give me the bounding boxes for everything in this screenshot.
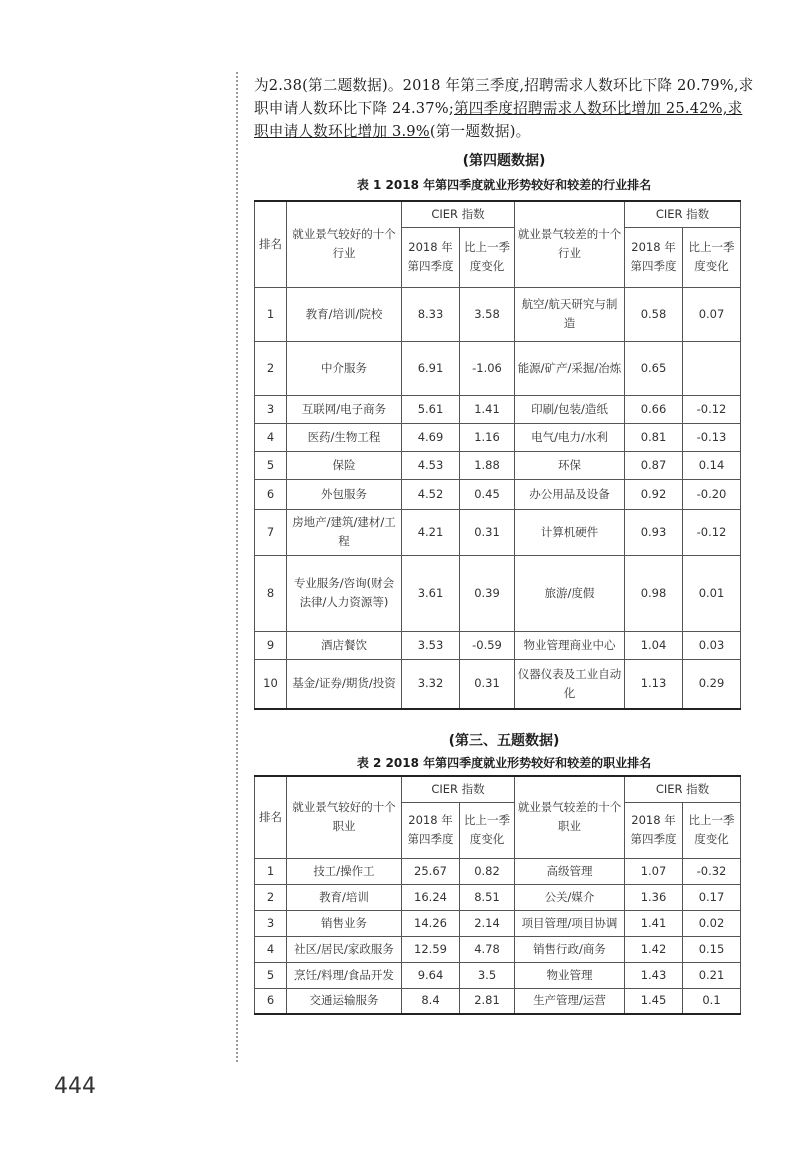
change-header: 比上一季度变化	[683, 227, 741, 287]
bad-name-cell: 办公用品及设备	[515, 479, 625, 509]
margin-dotted-rule	[236, 72, 238, 1062]
good-q4-value: 3.61	[402, 555, 460, 631]
table-row	[255, 423, 741, 451]
bad-q4-value: 0.98	[625, 555, 683, 631]
good-name-cell: 保险	[287, 451, 402, 479]
bad-change-value: 0.01	[683, 555, 741, 631]
good-industries-header: 就业景气较好的十个行业	[287, 201, 402, 287]
bad-q4-value: 0.58	[625, 287, 683, 341]
bad-change-value: 0.21	[683, 962, 741, 988]
good-name-cell: 专业服务/咨询(财会法律/人力资源等)	[287, 555, 402, 631]
bad-name-cell: 项目管理/项目协调	[515, 910, 625, 936]
good-name-cell: 教育/培训	[287, 884, 402, 910]
bad-change-value: -0.13	[683, 423, 741, 451]
table-row	[255, 659, 741, 709]
bad-name-cell: 电气/电力/水利	[515, 423, 625, 451]
bad-q4-value: 0.93	[625, 509, 683, 555]
bad-q4-value: 1.42	[625, 936, 683, 962]
good-name-cell: 交通运输服务	[287, 988, 402, 1014]
cier-index-header: CIER 指数	[402, 776, 515, 802]
table1-data-label: (第四题数据)	[462, 153, 546, 169]
rank-cell: 10	[255, 659, 287, 709]
good-change-value: 3.58	[460, 287, 515, 341]
bad-name-cell: 计算机硬件	[515, 509, 625, 555]
q4-header: 2018 年第四季度	[625, 802, 683, 858]
rank-cell: 2	[255, 884, 287, 910]
table2-caption: 表 2 2018 年第四季度就业形势较好和较差的职业排名	[356, 756, 652, 770]
good-q4-value: 4.52	[402, 479, 460, 509]
good-change-value: 3.5	[460, 962, 515, 988]
bad-q4-value: 0.92	[625, 479, 683, 509]
good-change-value: -0.59	[460, 631, 515, 659]
table-row	[255, 509, 741, 555]
bad-q4-value: 0.87	[625, 451, 683, 479]
good-name-cell: 社区/居民/家政服务	[287, 936, 402, 962]
table-row	[255, 910, 741, 936]
good-change-value: -1.06	[460, 341, 515, 395]
change-header: 比上一季度变化	[460, 802, 515, 858]
good-name-cell: 外包服务	[287, 479, 402, 509]
paragraph-text-1: 为2.38(第二题数据)。2018 年第三季度,招聘需求人数环比下降 20.79%,求职申请人数环比下降 24.37%;	[254, 77, 754, 117]
cier-index-header: CIER 指数	[625, 201, 741, 227]
bad-q4-value: 1.13	[625, 659, 683, 709]
q4-header: 2018 年第四季度	[402, 802, 460, 858]
bad-name-cell: 高级管理	[515, 858, 625, 884]
good-name-cell: 中介服务	[287, 341, 402, 395]
good-q4-value: 25.67	[402, 858, 460, 884]
table-row	[255, 287, 741, 341]
good-name-cell: 销售业务	[287, 910, 402, 936]
bad-q4-value: 1.45	[625, 988, 683, 1014]
industry-ranking-table	[254, 200, 741, 710]
bad-industries-header: 就业景气较差的十个行业	[515, 201, 625, 287]
change-header: 比上一季度变化	[683, 802, 741, 858]
bad-q4-value: 1.36	[625, 884, 683, 910]
change-header: 比上一季度变化	[460, 227, 515, 287]
bad-name-cell: 销售行政/商务	[515, 936, 625, 962]
rank-cell: 8	[255, 555, 287, 631]
rank-cell: 7	[255, 509, 287, 555]
bad-change-value: 0.29	[683, 659, 741, 709]
good-change-value: 2.81	[460, 988, 515, 1014]
rank-header: 排名	[255, 201, 287, 287]
q4-header: 2018 年第四季度	[625, 227, 683, 287]
cier-index-header: CIER 指数	[625, 776, 741, 802]
good-name-cell: 医药/生物工程	[287, 423, 402, 451]
good-q4-value: 8.4	[402, 988, 460, 1014]
bad-q4-value: 1.04	[625, 631, 683, 659]
good-change-value: 8.51	[460, 884, 515, 910]
bad-name-cell: 环保	[515, 451, 625, 479]
good-q4-value: 12.59	[402, 936, 460, 962]
rank-cell: 5	[255, 451, 287, 479]
good-name-cell: 技工/操作工	[287, 858, 402, 884]
table-row	[255, 988, 741, 1014]
rank-cell: 2	[255, 341, 287, 395]
good-name-cell: 酒店餐饮	[287, 631, 402, 659]
good-q4-value: 5.61	[402, 395, 460, 423]
bad-name-cell: 公关/媒介	[515, 884, 625, 910]
good-occupations-header: 就业景气较好的十个职业	[287, 776, 402, 858]
table-row	[255, 884, 741, 910]
bad-change-value: 0.1	[683, 988, 741, 1014]
bad-name-cell: 生产管理/运营	[515, 988, 625, 1014]
good-name-cell: 互联网/电子商务	[287, 395, 402, 423]
table2-data-label: (第三、五题数据)	[448, 733, 560, 749]
page-number: 444	[54, 1074, 96, 1099]
rank-cell: 5	[255, 962, 287, 988]
rank-cell: 3	[255, 910, 287, 936]
good-change-value: 0.45	[460, 479, 515, 509]
body-paragraph	[254, 74, 754, 143]
bad-change-value: 0.02	[683, 910, 741, 936]
bad-name-cell: 印刷/包装/造纸	[515, 395, 625, 423]
bad-change-value: -0.32	[683, 858, 741, 884]
good-change-value: 2.14	[460, 910, 515, 936]
table1-caption: 表 1 2018 年第四季度就业形势较好和较差的行业排名	[356, 178, 652, 192]
bad-change-value: -0.12	[683, 509, 741, 555]
rank-cell: 1	[255, 858, 287, 884]
table-row	[255, 962, 741, 988]
bad-change-value: 0.15	[683, 936, 741, 962]
paragraph-underlined-text: 第四季度招聘需求人数环比增加 25.42%,求职申请人数环比增加 3.9%	[254, 100, 743, 140]
table-row	[255, 936, 741, 962]
rank-cell: 9	[255, 631, 287, 659]
bad-q4-value: 1.07	[625, 858, 683, 884]
rank-cell: 1	[255, 287, 287, 341]
table-row	[255, 451, 741, 479]
rank-cell: 3	[255, 395, 287, 423]
bad-name-cell: 能源/矿产/采掘/冶炼	[515, 341, 625, 395]
good-name-cell: 烹饪/料理/食品开发	[287, 962, 402, 988]
good-name-cell: 教育/培训/院校	[287, 287, 402, 341]
bad-q4-value: 1.43	[625, 962, 683, 988]
table-row	[255, 858, 741, 884]
rank-cell: 6	[255, 479, 287, 509]
table-row	[255, 395, 741, 423]
bad-change-value: -0.12	[683, 395, 741, 423]
good-change-value: 0.31	[460, 509, 515, 555]
good-q4-value: 9.64	[402, 962, 460, 988]
bad-q4-value: 1.41	[625, 910, 683, 936]
good-change-value: 0.82	[460, 858, 515, 884]
good-q4-value: 3.32	[402, 659, 460, 709]
bad-change-value	[683, 341, 741, 395]
bad-name-cell: 物业管理商业中心	[515, 631, 625, 659]
bad-occupations-header: 就业景气较差的十个职业	[515, 776, 625, 858]
rank-cell: 6	[255, 988, 287, 1014]
bad-change-value: 0.17	[683, 884, 741, 910]
good-q4-value: 4.21	[402, 509, 460, 555]
good-q4-value: 6.91	[402, 341, 460, 395]
good-change-value: 0.39	[460, 555, 515, 631]
bad-change-value: 0.03	[683, 631, 741, 659]
bad-q4-value: 0.81	[625, 423, 683, 451]
bad-change-value: 0.14	[683, 451, 741, 479]
q4-header: 2018 年第四季度	[402, 227, 460, 287]
bad-name-cell: 旅游/度假	[515, 555, 625, 631]
good-change-value: 1.41	[460, 395, 515, 423]
table-row	[255, 631, 741, 659]
bad-name-cell: 仪器仪表及工业自动化	[515, 659, 625, 709]
good-change-value: 1.16	[460, 423, 515, 451]
cier-index-header: CIER 指数	[402, 201, 515, 227]
paragraph-text-3: (第一题数据)。	[429, 123, 531, 140]
bad-name-cell: 航空/航天研究与制造	[515, 287, 625, 341]
rank-header: 排名	[255, 776, 287, 858]
good-change-value: 0.31	[460, 659, 515, 709]
occupation-ranking-table	[254, 775, 741, 1015]
good-name-cell: 基金/证券/期货/投资	[287, 659, 402, 709]
good-change-value: 1.88	[460, 451, 515, 479]
good-name-cell: 房地产/建筑/建材/工程	[287, 509, 402, 555]
good-q4-value: 8.33	[402, 287, 460, 341]
good-q4-value: 16.24	[402, 884, 460, 910]
good-q4-value: 4.53	[402, 451, 460, 479]
good-q4-value: 3.53	[402, 631, 460, 659]
bad-q4-value: 0.65	[625, 341, 683, 395]
table-row	[255, 479, 741, 509]
good-change-value: 4.78	[460, 936, 515, 962]
bad-name-cell: 物业管理	[515, 962, 625, 988]
bad-change-value: -0.20	[683, 479, 741, 509]
rank-cell: 4	[255, 936, 287, 962]
table-row	[255, 341, 741, 395]
good-q4-value: 4.69	[402, 423, 460, 451]
rank-cell: 4	[255, 423, 287, 451]
good-q4-value: 14.26	[402, 910, 460, 936]
table-row	[255, 555, 741, 631]
bad-q4-value: 0.66	[625, 395, 683, 423]
bad-change-value: 0.07	[683, 287, 741, 341]
